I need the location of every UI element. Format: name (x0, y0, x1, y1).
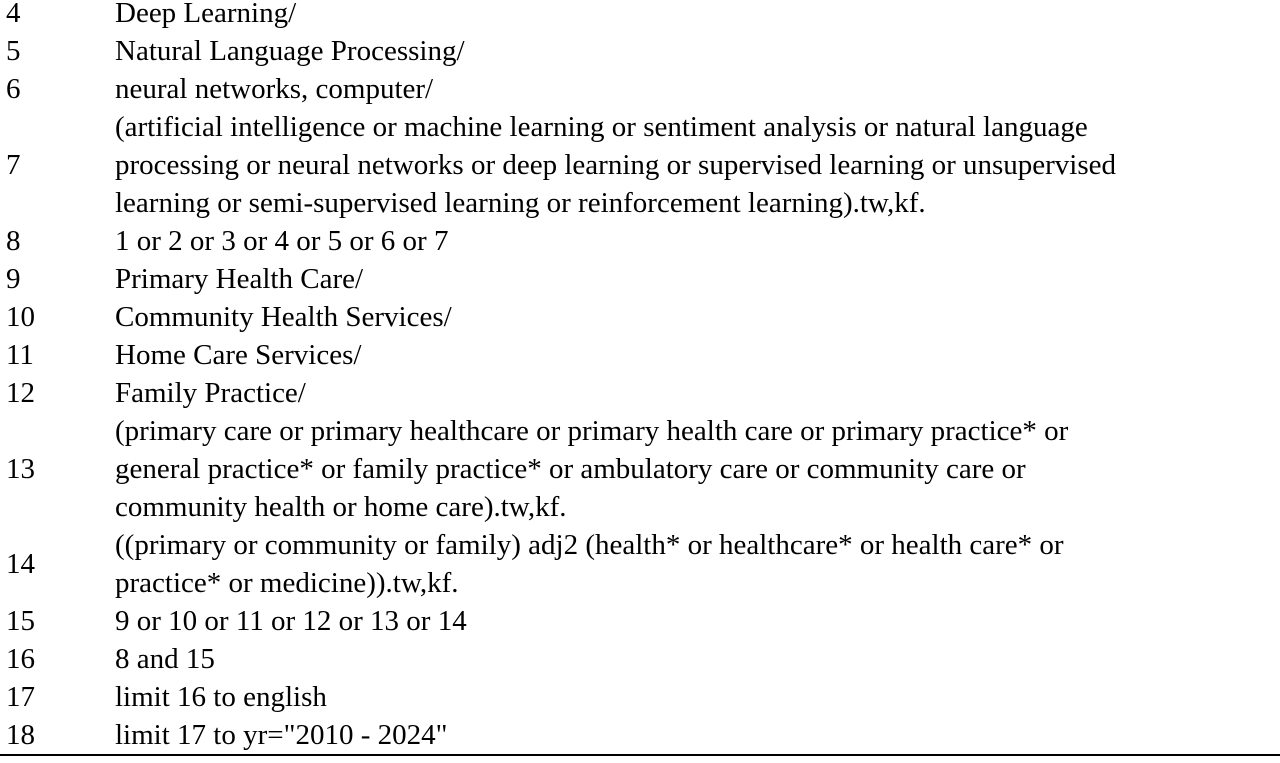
query-text (115, 298, 1280, 336)
query-text (115, 32, 1280, 70)
query-line: processing or neural networks or deep learning or supervised learning or unsupervised (115, 149, 1117, 181)
query-line: general practice* or family practice* or ambulatory care or community care or (115, 453, 1026, 485)
table-row (0, 260, 1280, 298)
row-number: 13 (6, 453, 35, 485)
row-number: 18 (6, 719, 35, 751)
query-text (115, 70, 1280, 108)
table-row (0, 640, 1280, 678)
row-number: 6 (6, 73, 21, 105)
query-line: Primary Health Care/ (115, 263, 364, 295)
query-text (115, 336, 1280, 374)
table-row (0, 716, 1280, 754)
row-number: 11 (6, 339, 34, 371)
query-text (115, 716, 1280, 754)
query-text (115, 412, 1280, 526)
query-text (115, 678, 1280, 716)
query-line: limit 17 to yr="2010 - 2024" (115, 719, 448, 751)
query-line: 1 or 2 or 3 or 4 or 5 or 6 or 7 (115, 225, 449, 257)
query-line: Community Health Services/ (115, 301, 452, 333)
query-line: (primary care or primary healthcare or primary health care or primary practice* or (115, 415, 1069, 447)
table-row (0, 298, 1280, 336)
query-line: 9 or 10 or 11 or 12 or 13 or 14 (115, 605, 467, 637)
query-text (115, 374, 1280, 412)
table-row (0, 108, 1280, 222)
query-text (115, 260, 1280, 298)
query-text (115, 108, 1280, 222)
table-row (0, 374, 1280, 412)
query-line: Deep Learning/ (115, 0, 297, 29)
row-number: 16 (6, 643, 35, 675)
query-line: 8 and 15 (115, 643, 215, 675)
table-row (0, 32, 1280, 70)
table-row (0, 602, 1280, 640)
query-text (115, 602, 1280, 640)
query-line: ((primary or community or family) adj2 (health* or healthcare* or health care* or (115, 529, 1064, 561)
query-text (115, 222, 1280, 260)
row-number: 12 (6, 377, 35, 409)
query-text (115, 526, 1280, 602)
table-row (0, 0, 1280, 32)
query-line: practice* or medicine)).tw,kf. (115, 567, 459, 599)
query-line: (artificial intelligence or machine learning or sentiment analysis or natural language (115, 111, 1088, 143)
row-number: 17 (6, 681, 35, 713)
query-line: limit 16 to english (115, 681, 327, 713)
row-number: 5 (6, 35, 21, 67)
query-text (115, 0, 1280, 32)
query-line: learning or semi-supervised learning or reinforcement learning).tw,kf. (115, 187, 926, 219)
table-row (0, 678, 1280, 716)
table-row (0, 336, 1280, 374)
table-row (0, 222, 1280, 260)
row-number: 15 (6, 605, 35, 637)
row-number: 14 (6, 548, 35, 580)
table-row (0, 526, 1280, 602)
query-line: Home Care Services/ (115, 339, 362, 371)
row-number: 7 (6, 149, 21, 181)
table-row (0, 412, 1280, 526)
query-line: Family Practice/ (115, 377, 306, 409)
row-number: 10 (6, 301, 35, 333)
row-number: 4 (6, 0, 21, 29)
query-line: neural networks, computer/ (115, 73, 434, 105)
query-text (115, 640, 1280, 678)
query-line: Natural Language Processing/ (115, 35, 465, 67)
row-number: 8 (6, 225, 21, 257)
row-number: 9 (6, 263, 21, 295)
table-row (0, 70, 1280, 108)
query-line: community health or home care).tw,kf. (115, 491, 567, 523)
